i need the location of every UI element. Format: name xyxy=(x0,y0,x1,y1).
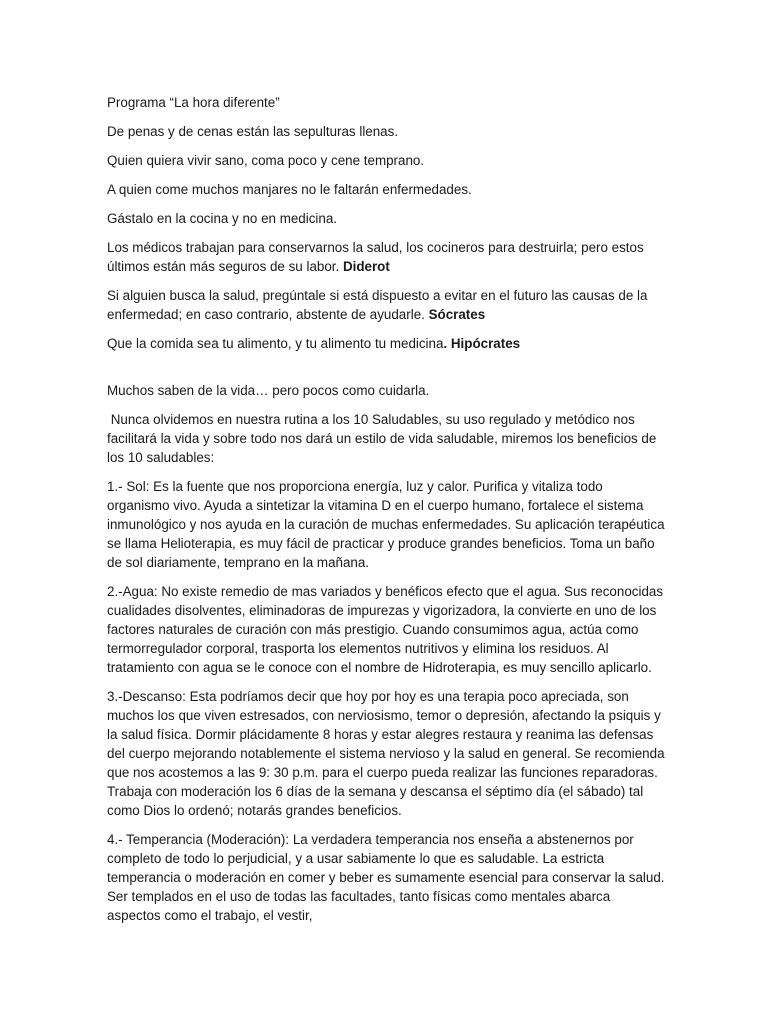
intro-line: Muchos saben de la vida… pero pocos como cuidarla. xyxy=(107,383,430,398)
program-title: Programa “La hora diferente” xyxy=(107,95,280,110)
saludable-descanso: 3.-Descanso: Esta podríamos decir que hoy por hoy es una terapia poco apreciada, son muchos los que viven estresados, con nerviosismo, temor o depresión, afectando la psiquis y la salud física. Dormir plácidamente 8 horas y estar alegres restaura y reanima las defensas del cuerpo mejorando notablemente el sistema nervioso y la salud en general. Se recomienda que nos acostemos a las 9: 30 p.m. para el cuerpo pueda realizar las funciones reparadoras. Trabaja con moderación los 6 días de la semana y descansa el séptimo día (el sábado) tal como Dios lo ordenó; notarás grandes beneficios. xyxy=(107,689,665,818)
quote-author: . Hipócrates xyxy=(443,336,521,351)
proverb-1: De penas y de cenas están las sepulturas llenas. xyxy=(107,124,399,139)
quote-author: Sócrates xyxy=(428,307,486,322)
quote-socrates: Si alguien busca la salud, pregúntale si está dispuesto a evitar en el futuro las causas de la enfermedad; en caso contrario, abstente de ayudarle. Sócrates xyxy=(107,288,648,322)
quote-diderot: Los médicos trabajan para conservarnos la salud, los cocineros para destruirla; pero estos últimos están más seguros de su labor. Diderot xyxy=(107,240,644,274)
proverb-3: A quien come muchos manjares no le faltarán enfermedades. xyxy=(107,182,472,197)
proverb-4: Gástalo en la cocina y no en medicina. xyxy=(107,211,338,226)
quote-author: Diderot xyxy=(342,259,390,274)
document-page xyxy=(107,93,667,935)
quote-hipocrates: Que la comida sea tu alimento, y tu alimento tu medicina. Hipócrates xyxy=(107,336,521,351)
intro-paragraph: Nunca olvidemos en nuestra rutina a los 10 Saludables, su uso regulado y metódico nos facilitará la vida y sobre todo nos dará un estilo de vida saludable, miremos los beneficios de los 10 saludables: xyxy=(107,412,661,465)
proverb-2: Quien quiera vivir sano, coma poco y cene temprano. xyxy=(107,153,425,168)
saludable-temperancia: 4.- Temperancia (Moderación): La verdadera temperancia nos enseña a abstenernos por completo de todo lo perjudicial, y a usar sabiamente lo que es saludable. La estricta temperancia o moderación en comer y beber es sumamente esencial para conservar la salud. Ser templados en el uso de todas las facultades, tanto físicas como mentales abarca aspectos como el trabajo, el vestir, xyxy=(107,832,665,923)
saludable-sol: 1.- Sol: Es la fuente que nos proporciona energía, luz y calor. Purifica y vitaliza todo organismo vivo. Ayuda a sintetizar la vitamina D en el cuerpo humano, fortalece el sistema inmunológico y nos ayuda en la curación de muchas enfermedades. Su aplicación terapéutica se llama Helioterapia, es muy fácil de practicar y produce grandes beneficios. Toma un baño de sol diariamente, temprano en la mañana. xyxy=(107,479,665,570)
saludable-agua: 2.-Agua: No existe remedio de mas variados y benéficos efecto que el agua. Sus reconocidas cualidades disolventes, eliminadoras de impurezas y vigorizadora, la convierte en uno de los factores naturales de curación con más prestigio. Cuando consumimos agua, actúa como termorregulador corporal, trasporta los elementos nutritivos y elimina los residuos. Al tratamiento con agua se le conoce con el nombre de Hidroterapia, es muy sencillo aplicarlo. xyxy=(107,584,664,675)
